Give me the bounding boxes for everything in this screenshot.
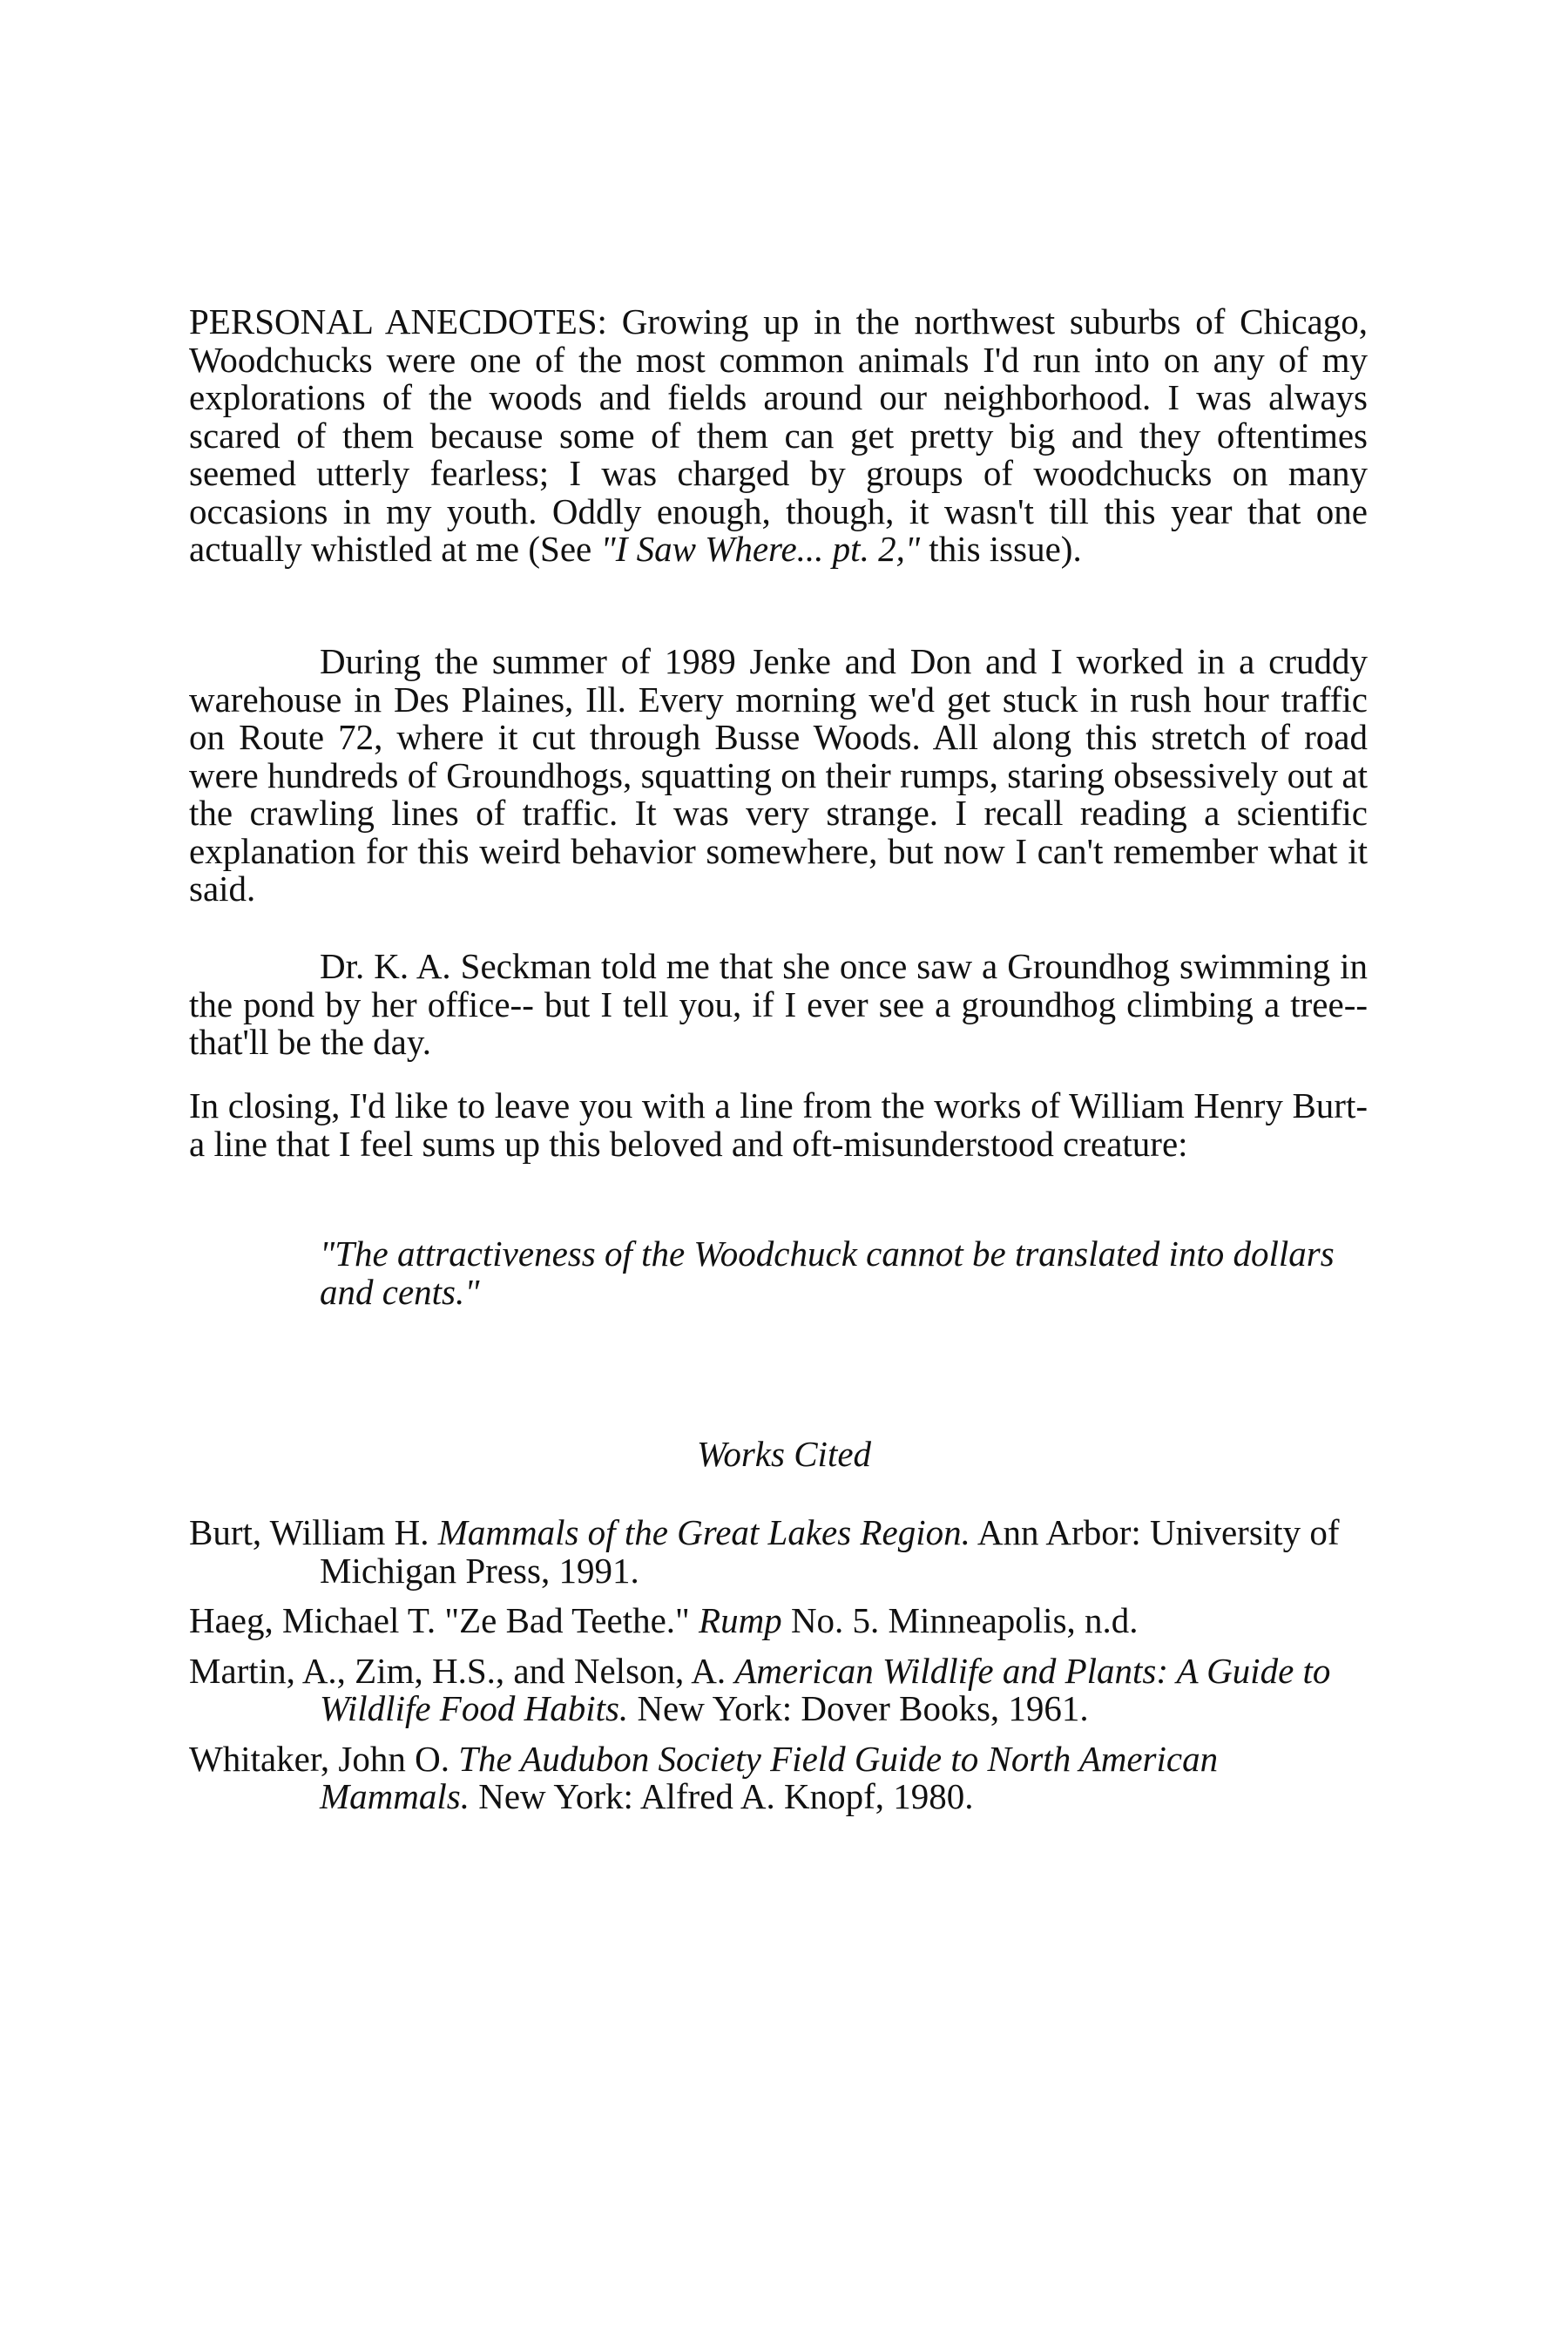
- paragraph-text: In closing, I'd like to leave you with a line from the works of William Henry Burt- a line that I feel sums up this beloved and oft-misunderstood creature:: [189, 1085, 1368, 1164]
- works-cited-list: [189, 1514, 1368, 1828]
- cross-reference: "I Saw Where... pt. 2,": [600, 529, 921, 569]
- citation-publication: New York: Alfred A. Knopf, 1980.: [469, 1776, 974, 1816]
- citation-title: Rump: [699, 1600, 782, 1640]
- citation-entry: [189, 1740, 1368, 1816]
- citation-entry: [189, 1652, 1368, 1728]
- citation-author: Martin, A., Zim, H.S., and Nelson, A.: [189, 1650, 735, 1691]
- paragraph-text: Dr. K. A. Seckman told me that she once saw a Groundhog swimming in the pond by her office-- but I tell you, if I ever see a groundhog climbing a tree-- that'll be the day.: [189, 946, 1368, 1062]
- paragraph-seckman: [189, 948, 1368, 1062]
- citation-author: Whitaker, John O.: [189, 1738, 459, 1779]
- block-quote: "The attractiveness of the Woodchuck cannot be translated into dollars and cents.": [320, 1233, 1335, 1312]
- paragraph-personal-anecdotes: [189, 303, 1368, 569]
- paragraph-closing: [189, 1087, 1368, 1163]
- citation-publication: Ann Arbor: University of Michigan Press, 1991.: [320, 1512, 1340, 1591]
- citation-publication: No. 5. Minneapolis, n.d.: [781, 1600, 1139, 1640]
- citation-publication: New York: Dover Books, 1961.: [628, 1688, 1089, 1728]
- citation-title: The Audubon Society Field Guide to North American Mammals.: [320, 1738, 1219, 1816]
- citation-title: Mammals of the Great Lakes Region.: [437, 1512, 970, 1552]
- paragraph-text-end: this issue).: [920, 529, 1082, 569]
- citation-title: American Wildlife and Plants: A Guide to Wildlife Food Habits.: [320, 1650, 1331, 1728]
- paragraph-text: During the summer of 1989 Jenke and Don and I worked in a cruddy warehouse in Des Plaines, Ill. Every morning we'd get stuck in rush hour traffic on Route 72, where it cut through Busse Woods. All along this stretch of road were hundreds of Groundhogs, squatting on their rumps, staring obsessively out at the crawling lines of traffic. It was very strange. I recall reading a scientific explanation for this weird behavior somewhere, but now I can't remember what it said.: [189, 641, 1368, 909]
- paragraph-text: Growing up in the northwest suburbs of Chicago, Woodchucks were one of the most common animals I'd run into on any of my explorations of the woods and fields around our neighborhood. I was always scared of them because some of them can get pretty big and they oftentimes seemed utterly fearless; I was charged by groups of woodchucks on many occasions in my youth. Oddly enough, though, it wasn't till this year that one actually whistled at me (See: [189, 301, 1368, 569]
- paragraph-summer-1989: [189, 643, 1368, 909]
- citation-entry: [189, 1602, 1368, 1640]
- citation-author: Haeg, Michael T. "Ze Bad Teethe.": [189, 1600, 700, 1640]
- citation-author: Burt, William H.: [189, 1512, 438, 1552]
- section-label: PERSONAL ANECDOTES:: [189, 301, 607, 341]
- works-cited-heading: Works Cited: [696, 1434, 872, 1474]
- citation-entry: [189, 1514, 1368, 1590]
